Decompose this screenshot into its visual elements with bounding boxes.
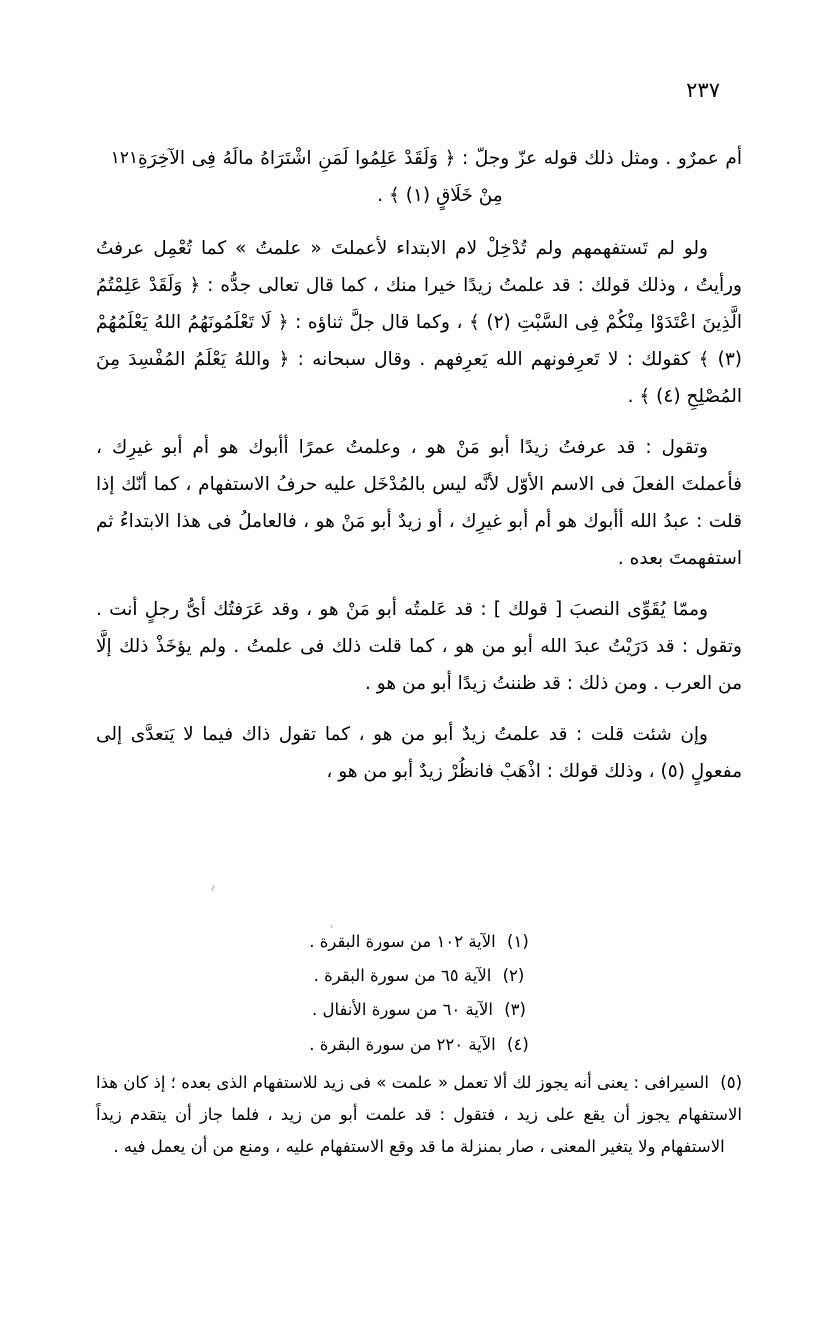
footnote-item [96,1029,742,1061]
footnote-item [96,926,742,958]
paragraph-block-2 [96,230,742,415]
footnote-divider [96,915,742,916]
paragraph: ولو لم تَستفهمهم ولم تُدْخِلْ لام الابتداء لأعملتَ « علمتُ » كما تُعْمِل عرفتُ ورأيتُ ، وذلك قولك : قد علمتُ زيدًا خيرا منك ، كما قال تعالى جدُّه : ﴿ وَلَقَدْ عَلِمْتُمُ الَّذِينَ اعْتَدَوْا مِنْكُمْ فِى السَّبْتِ (٢) ﴾ ، وكما قال جلَّ ثناؤه : ﴿ لَا تَعْلَمُونَهُمُ اللهُ يَعْلَمُهُمْ (٣) ﴾ كقولك : لا تَعرِفونهم الله يَعرِفهم . وقال سبحانه : ﴿ واللهُ يَعْلَمُ المُفْسِدَ مِنَ المُصْلِحِ (٤) ﴾ . [96,238,742,407]
paragraph: وممّا يُقَوِّى النصبَ [ قولك ] : قد عَلمتُه أبو مَنْ هو ، وقد عَرَفتُك أىُّ رجلٍ أنت . وتقول : قد دَرَيْتُ عبدَ الله أبو من هو ، كما قلت ذلك فى علمتُ . ولم يؤخَذْ ذلك إلَّا من العرب . ومن ذلك : قد ظننتُ زيدًا أبو من هو . [96,599,742,694]
footnote-marker: (٣) [504,1000,526,1020]
footnote-marker: (١) [507,932,529,951]
footnotes-section [96,915,742,1165]
paragraph-row-1 [96,140,742,214]
paragraph-block-3 [96,429,742,577]
footnote-text: الآية ٢٢٠ من سورة البقرة . [309,1034,496,1054]
marginal-section-number: ١٢١ [110,148,138,168]
paragraph: أم عمرٌو . ومثل ذلك قوله عزّ وجلّ : ﴿ وَلَقَدْ عَلِمُوا لَمَنِ اشْتَرَاهُ مالَهُ فِى الآخِرَةِ مِنْ خَلَاقٍ (١) ﴾ . [138,148,742,206]
paragraph: وإن شئت قلت : قد علمتُ زيدٌ أبو من هو ، كما تقول ذاك فيما لا يَتعدَّى إلى مفعولٍ (٥) ، وذلك قولك : اذْهَبْ فانظُرْ زيدٌ أبو من هو ، [96,724,742,782]
footnote-text: الآية ٦٠ من سورة الأنفال . [312,1000,493,1020]
footnote-marker: (٢) [502,966,525,986]
paragraph: وتقول : قد عرفتُ زيدًا أبو مَنْ هو ، وعلمتُ عمرًا أأبوك هو أم أبو غيرِك ، فأعملتَ الفعلَ فى الاسم الأوّل لأنَّه ليس بالمُدْخَل عليه حرفُ الاستفهام ، كما أنّك إذا قلت : عبدُ الله أأبوك هو أم أبو غيرِك ، أو زيدٌ أبو مَنْ هو ، فالعاملُ فى هذا الابتداءُ ثم استفهمتَ بعده . [96,437,742,569]
paragraph-block-5 [96,716,742,790]
footnote-item [96,1067,742,1164]
page-body [96,140,742,804]
page-number: ٢٣٧ [686,78,720,102]
page-speck [211,885,215,891]
footnote-marker: (٥) [720,1072,743,1092]
footnote-item [96,960,742,992]
footnote-text: الآية ١٠٢ من سورة البقرة . [309,932,496,951]
footnote-item [96,994,742,1026]
footnote-text: السيرافى : يعنى أنه يجوز لك ألا تعمل « علمت » فى زيد للاستفهام الذى بعده ؛ إذ كان هذا الاستفهام يجوز أن يقع على زيد ، فتقول : قد علمت أبو من زيد ، فلما جاز أن يتقدم زيداً الاستفهام ولا يتغير المعنى ، صار بمنزلة ما قد وقع الاستفهام عليه ، ومنع من أن يعمل فيه . [96,1072,742,1157]
footnote-marker: (٤) [507,1034,529,1054]
footnote-text: الآية ٦٥ من سورة البقرة . [313,966,492,986]
paragraph-block-4 [96,591,742,702]
